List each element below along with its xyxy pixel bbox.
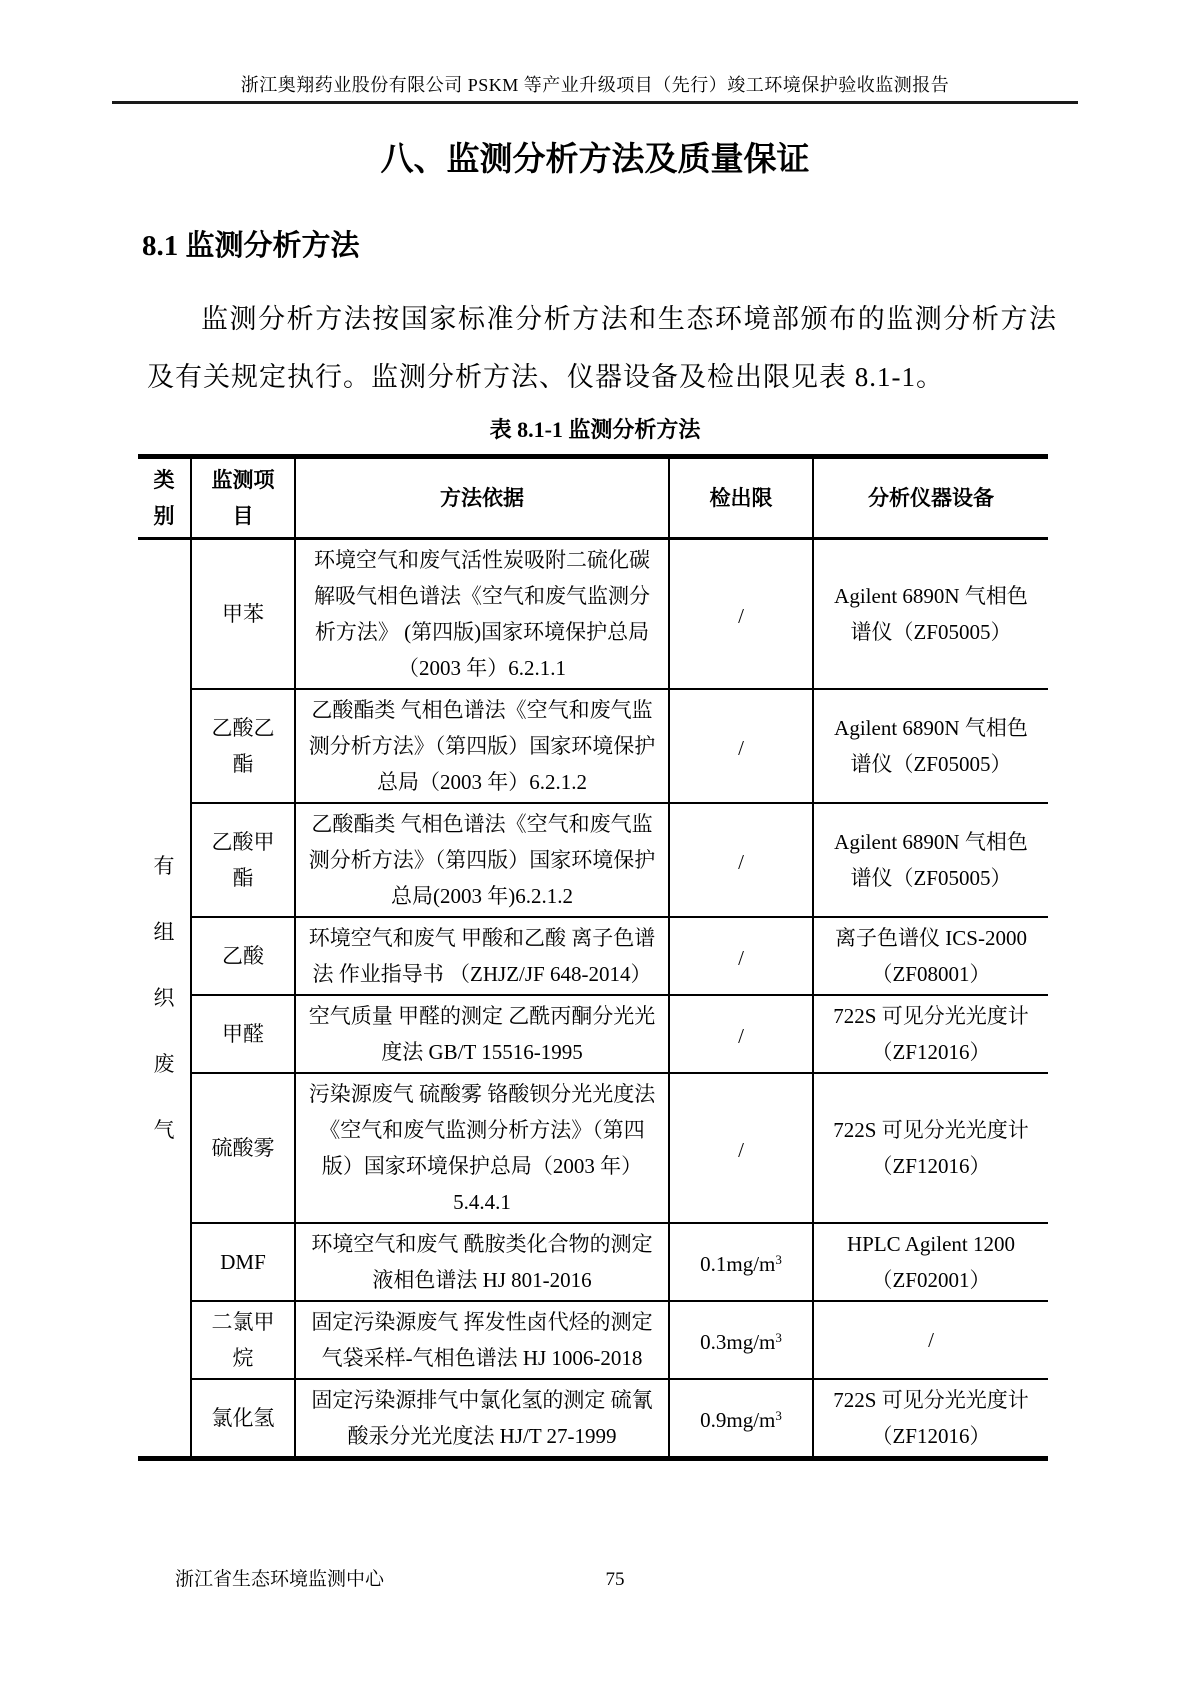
page-number: 75 — [605, 1569, 625, 1590]
method-cell: 环境空气和废气 酰胺类化合物的测定 液相色谱法 HJ 801-2016 — [295, 1223, 669, 1301]
method-cell: 环境空气和废气 甲酸和乙酸 离子色谱法 作业指导书 （ZHJZ/JF 648-2014） — [295, 917, 669, 995]
superscript: 3 — [775, 1330, 782, 1345]
category-cell — [138, 539, 191, 1459]
item-cell: 硫酸雾 — [191, 1073, 295, 1223]
limit-cell: $0.9mg/m^3$ — [669, 1379, 813, 1459]
item-cell: 乙酸乙酯 — [191, 689, 295, 803]
instrument-cell: Agilent 6890N 气相色谱仪（ZF05005） — [813, 539, 1048, 690]
instrument-cell: 722S 可见分光光度计（ZF12016） — [813, 1073, 1048, 1223]
method-cell: 乙酸酯类 气相色谱法《空气和废气监测分析方法》（第四版）国家环境保护总局(2003 年)6.2.1.2 — [295, 803, 669, 917]
limit-cell: $0.3mg/m^3$ — [669, 1301, 813, 1379]
table-row — [138, 1301, 1048, 1379]
column-header-method: 方法依据 — [295, 457, 669, 539]
method-cell: 污染源废气 硫酸雾 铬酸钡分光光度法《空气和废气监测分析方法》（第四版）国家环境保护总局（2003 年） 5.4.4.1 — [295, 1073, 669, 1223]
column-header-limit: 检出限 — [669, 457, 813, 539]
item-cell: 甲苯 — [191, 539, 295, 690]
section-heading: 8.1 监测分析方法 — [142, 230, 360, 262]
method-cell: 环境空气和废气活性炭吸附二硫化碳解吸气相色谱法《空气和废气监测分析方法》 (第四版)国家环境保护总局（2003 年）6.2.1.1 — [295, 539, 669, 690]
table-row — [138, 689, 1048, 803]
table-row — [138, 995, 1048, 1073]
table-row — [138, 1073, 1048, 1223]
limit-cell: / — [669, 1073, 813, 1223]
instrument-cell: 722S 可见分光光度计（ZF12016） — [813, 995, 1048, 1073]
column-header-instrument: 分析仪器设备 — [813, 457, 1048, 539]
instrument-cell: / — [813, 1301, 1048, 1379]
category-label: 有组织废气 — [153, 854, 175, 1142]
superscript: 3 — [775, 1252, 782, 1267]
column-header-item: 监测项目 — [191, 457, 295, 539]
item-cell: 甲醛 — [191, 995, 295, 1073]
limit-cell: / — [669, 995, 813, 1073]
limit-cell: $0.1mg/m^3$ — [669, 1223, 813, 1301]
chapter-title: 八、监测分析方法及质量保证 — [380, 142, 810, 178]
instrument-cell: 722S 可见分光光度计（ZF12016） — [813, 1379, 1048, 1459]
table-caption: 表 8.1-1 监测分析方法 — [489, 417, 701, 442]
item-cell: DMF — [191, 1223, 295, 1301]
instrument-cell: Agilent 6890N 气相色谱仪（ZF05005） — [813, 803, 1048, 917]
page-header — [0, 0, 1190, 104]
item-cell: 二氯甲烷 — [191, 1301, 295, 1379]
method-cell: 空气质量 甲醛的测定 乙酰丙酮分光光度法 GB/T 15516-1995 — [295, 995, 669, 1073]
method-cell: 固定污染源排气中氯化氢的测定 硫氰酸汞分光光度法 HJ/T 27-1999 — [295, 1379, 669, 1459]
header-rule — [112, 101, 1078, 104]
running-header-text: 浙江奥翔药业股份有限公司 PSKM 等产业升级项目（先行）竣工环境保护验收监测报告 — [240, 75, 950, 95]
table-row — [138, 917, 1048, 995]
table-header-row — [138, 457, 1048, 539]
table-row — [138, 1223, 1048, 1301]
item-cell: 乙酸甲酯 — [191, 803, 295, 917]
monitoring-methods-table — [138, 454, 1048, 1461]
limit-cell: / — [669, 539, 813, 690]
item-cell: 乙酸 — [191, 917, 295, 995]
item-cell: 氯化氢 — [191, 1379, 295, 1459]
method-cell: 乙酸酯类 气相色谱法《空气和废气监测分析方法》（第四版）国家环境保护总局（2003 年）6.2.1.2 — [295, 689, 669, 803]
instrument-cell: 离子色谱仪 ICS-2000（ZF08001） — [813, 917, 1048, 995]
instrument-cell: HPLC Agilent 1200（ZF02001） — [813, 1223, 1048, 1301]
limit-cell: / — [669, 803, 813, 917]
table-row — [138, 539, 1048, 690]
footer-organization: 浙江省生态环境监测中心 — [175, 1569, 385, 1590]
instrument-cell: Agilent 6890N 气相色谱仪（ZF05005） — [813, 689, 1048, 803]
superscript: 3 — [775, 1408, 782, 1423]
column-header-category: 类别 — [138, 457, 191, 539]
method-cell: 固定污染源废气 挥发性卤代烃的测定 气袋采样-气相色谱法 HJ 1006-2018 — [295, 1301, 669, 1379]
limit-cell: / — [669, 917, 813, 995]
table-row — [138, 1379, 1048, 1459]
body-paragraph: 监测分析方法按国家标准分析方法和生态环境部颁布的监测分析方法及有关规定执行。监测分析方法、仪器设备及检出限见表 8.1-1。 — [147, 304, 1057, 392]
limit-cell: / — [669, 689, 813, 803]
table-row — [138, 803, 1048, 917]
